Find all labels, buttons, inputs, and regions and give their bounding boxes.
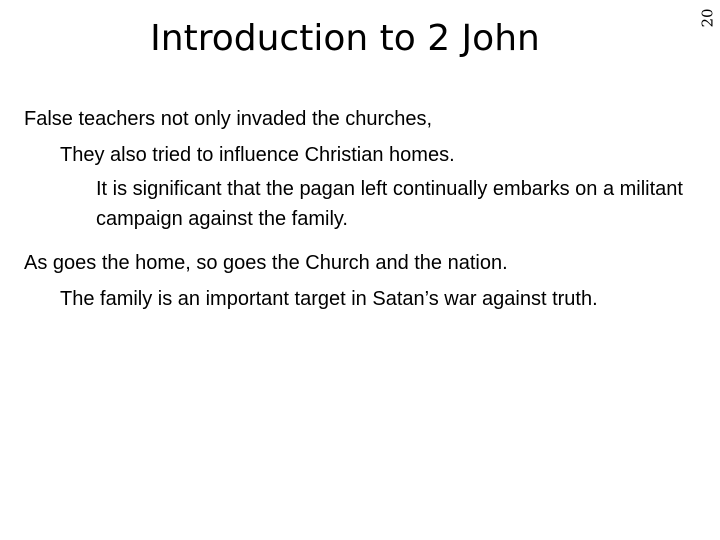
bullet-level-2: They also tried to influence Christian homes. [60,144,455,166]
bullet-level-3: It is significant that the pagan left continually embarks on a militant campaign against the family. [96,178,683,230]
slide-number-text: 20 [699,8,717,28]
bullet-level-2: The family is an important target in Satan’s war against truth. [60,288,598,310]
bullet-level-1: As goes the home, so goes the Church and the nation. [24,252,508,274]
slide-title: Introduction to 2 John [150,18,540,59]
slide-number [697,0,719,36]
bullet-level-1: False teachers not only invaded the churches, [24,108,433,130]
